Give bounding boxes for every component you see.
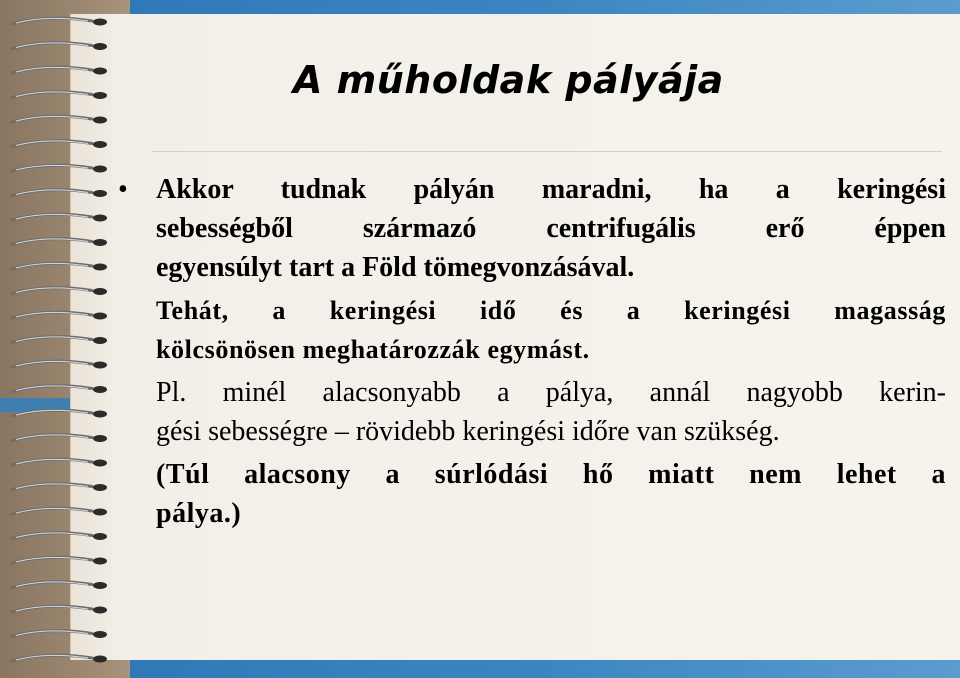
spiral-ring [12,533,107,540]
paragraph-3 [156,373,946,451]
spiral-ring [12,337,107,344]
title-divider [152,151,942,152]
spiral-ring [12,459,107,466]
bottom-accent-bar [130,660,960,678]
paragraph-3-line: Pl. minél alacsonyabb a pálya, annál nagyobb kerin- [156,377,946,408]
paragraph-3-line: gési sebességre – rövidebb keringési időre van szükség. [156,416,780,447]
spiral-ring [12,263,107,270]
spiral-ring [12,606,107,613]
spiral-ring [12,288,107,295]
spiral-ring [12,239,107,246]
spiral-ring [12,410,107,417]
paragraph-4 [156,455,946,533]
bullet-marker: • [118,174,128,205]
paragraph-2 [156,291,946,369]
spiral-ring [12,655,107,662]
paragraph-1-line: egyensúlyt tart a Föld tömegvonzásával. [156,252,635,283]
top-accent-bar [130,0,960,14]
spiral-ring [12,92,107,99]
paragraph-4-line: (Túl alacsony a súrlódási hő miatt nem lehet a [156,459,946,490]
paragraph-4-line: pálya.) [156,498,242,529]
spiral-ring [12,508,107,515]
paragraph-1-line: Akkor tudnak pályán maradni, ha a keringési [156,174,946,205]
spiral-ring [12,43,107,50]
paragraph-1-line: sebességből származó centrifugális erő éppen [156,213,946,244]
paragraph-1 [156,170,946,287]
spiral-ring [12,386,107,393]
spiral-ring [12,18,107,25]
spiral-binding-icon [8,0,118,678]
spiral-ring [12,631,107,638]
spiral-ring [12,190,107,197]
spiral-ring [12,312,107,319]
spiral-ring [12,165,107,172]
slide-body [118,170,946,533]
spiral-ring [12,557,107,564]
slide-title: A műholdak pályája [293,58,724,102]
spiral-ring [12,484,107,491]
spiral-ring [12,361,107,368]
paragraph-2-line: kölcsönösen meghatározzák egymást. [156,335,590,364]
spiral-ring [12,67,107,74]
spiral-ring [12,116,107,123]
spiral-ring [12,214,107,221]
spiral-ring [12,435,107,442]
spiral-ring [12,141,107,148]
spiral-ring [12,582,107,589]
paragraph-2-line: Tehát, a keringési idő és a keringési magasság [156,296,946,325]
